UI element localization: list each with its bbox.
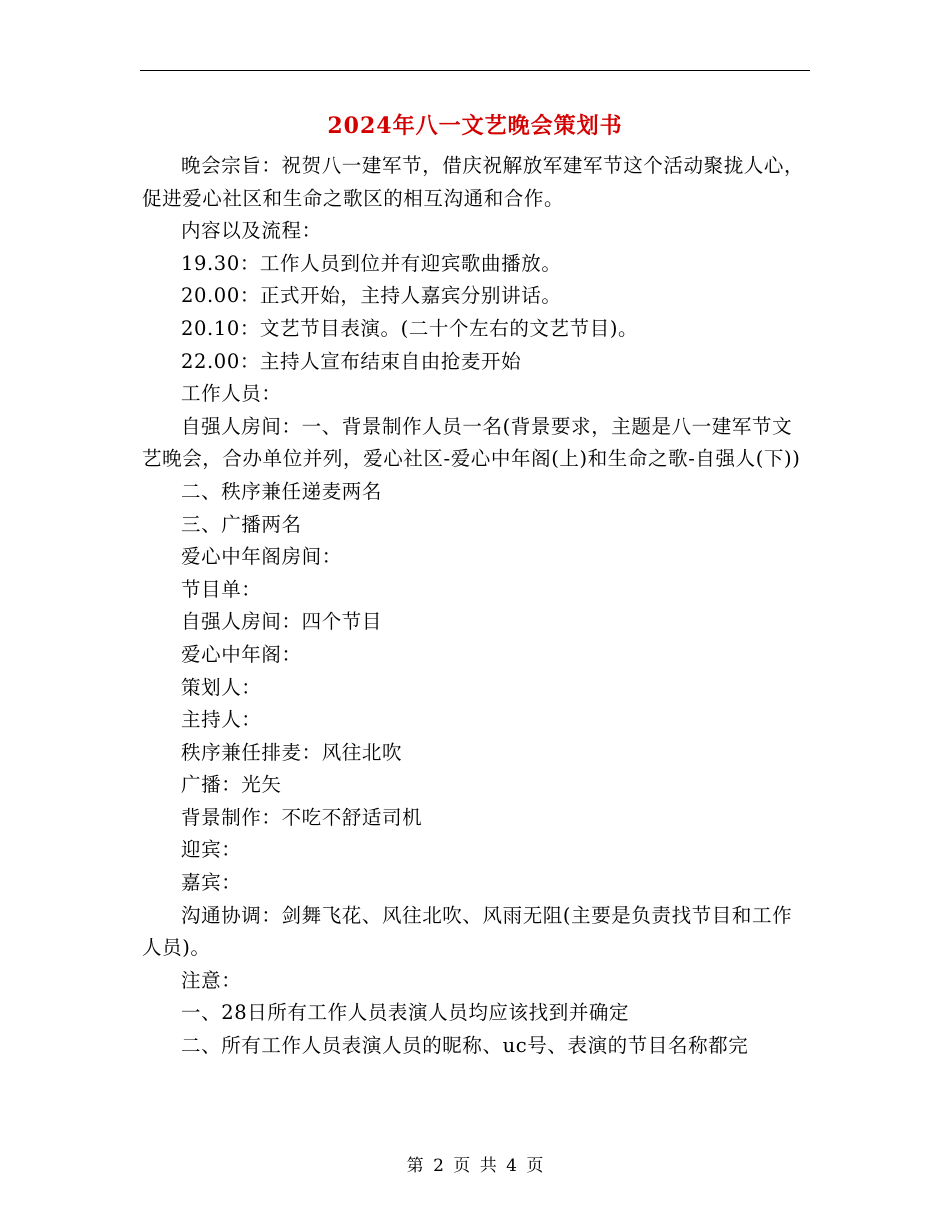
header-rule xyxy=(140,70,810,71)
paragraph-welcome: 迎宾： xyxy=(181,838,242,862)
paragraph-room-staff: 自强人房间：一、背景制作人员一名(背景要求，主题是八一建军节文艺晚会，合办单位并列，爱心社区-爱心中年阁(上)和生命之歌-自强人(下)) xyxy=(142,414,801,471)
paragraph-order-staff: 二、秩序兼任递麦两名 xyxy=(181,479,383,503)
paragraph-middle-age-programs: 爱心中年阁： xyxy=(181,642,302,666)
paragraph-coordination: 沟通协调：剑舞飞花、风往北吹、风雨无阻(主要是负责找节目和工作人员)。 xyxy=(142,903,793,960)
paragraph-note-1: 一、28日所有工作人员表演人员均应该找到并确定 xyxy=(181,1001,630,1025)
paragraph-staff-heading: 工作人员： xyxy=(181,382,282,406)
paragraph-time-1930: 19.30：工作人员到位并有迎宾歌曲播放。 xyxy=(181,251,562,275)
paragraph-mic-order: 秩序兼任排麦：风往北吹 xyxy=(181,740,403,764)
document-body xyxy=(142,150,810,1063)
paragraph-guests: 嘉宾： xyxy=(181,871,242,895)
paragraph-planner: 策划人： xyxy=(181,675,262,699)
paragraph-background: 背景制作：不吃不舒适司机 xyxy=(181,805,423,829)
paragraph-notes-heading: 注意： xyxy=(181,968,242,992)
paragraph-broadcast: 广播：光矢 xyxy=(181,773,282,797)
document-title: 2024年八一文艺晚会策划书 xyxy=(327,113,623,139)
paragraph-note-2: 二、所有工作人员表演人员的昵称、uc号、表演的节目名称都完 xyxy=(181,1034,749,1058)
paragraph-middle-age-room: 爱心中年阁房间： xyxy=(181,545,342,569)
paragraph-process-heading: 内容以及流程： xyxy=(181,219,322,243)
paragraph-time-2010: 20.10：文艺节目表演。(二十个左右的文艺节目)。 xyxy=(181,316,639,340)
page-number: 第 2 页 共 4 页 xyxy=(406,1156,544,1176)
paragraph-time-2000: 20.00：正式开始，主持人嘉宾分别讲话。 xyxy=(181,284,562,308)
paragraph-broadcast-staff: 三、广播两名 xyxy=(181,512,302,536)
paragraph-program-list: 节目单： xyxy=(181,577,262,601)
paragraph-purpose: 晚会宗旨：祝贺八一建军节，借庆祝解放军建军节这个活动聚拢人心，促进爱心社区和生命之歌区的相互沟通和合作。 xyxy=(142,154,805,210)
paragraph-room-programs: 自强人房间：四个节目 xyxy=(181,610,383,634)
paragraph-time-2200: 22.00：主持人宣布结束自由抢麦开始 xyxy=(181,349,522,373)
paragraph-host: 主持人： xyxy=(181,708,262,732)
